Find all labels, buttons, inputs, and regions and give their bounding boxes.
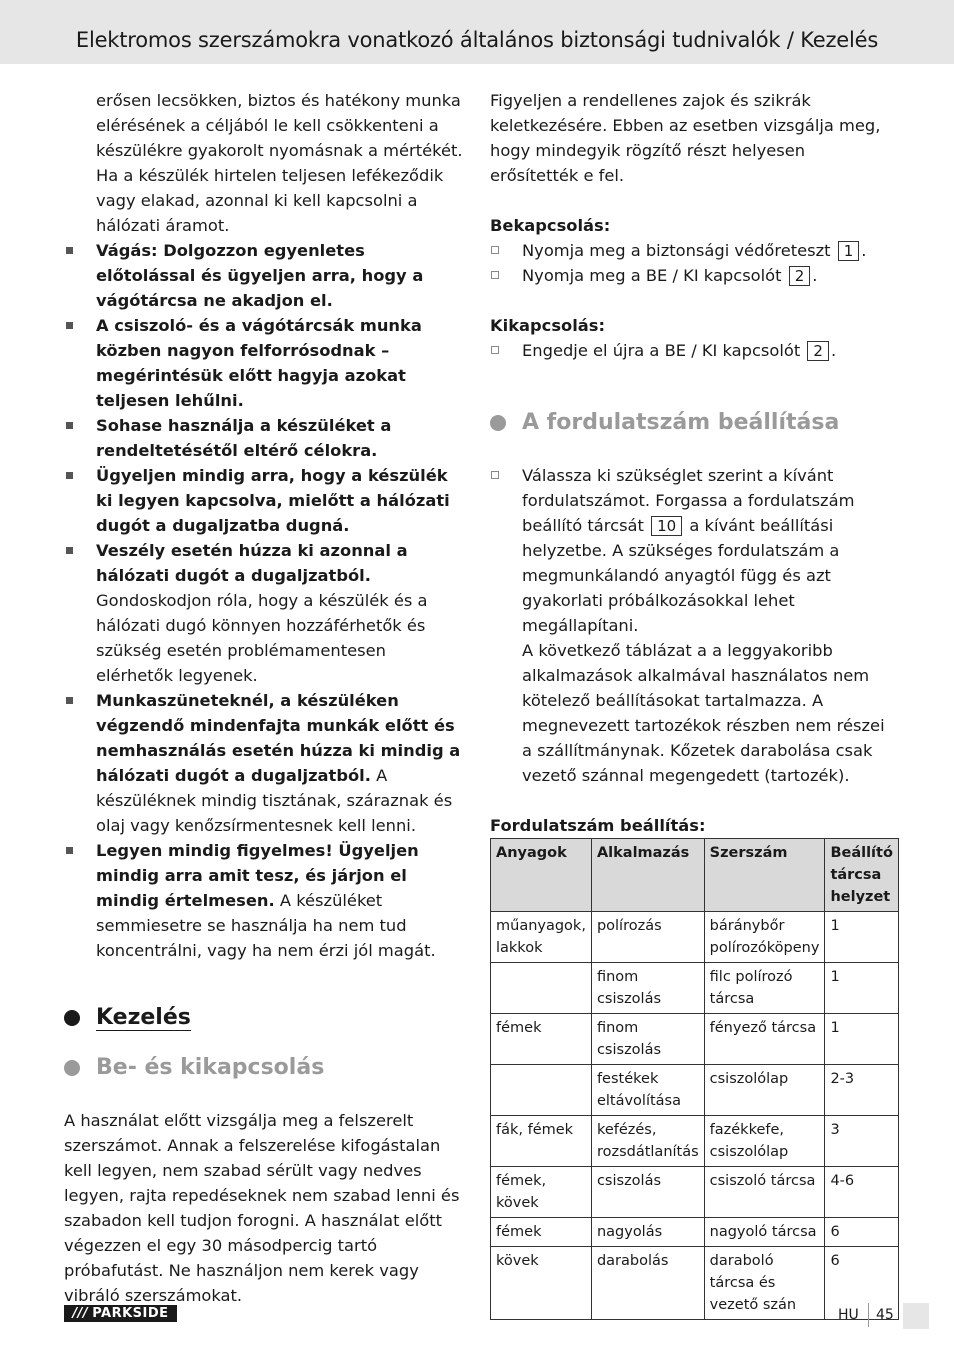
table-row [491,963,899,1014]
part-number-box: 2 [807,341,829,361]
table-cell: festékek eltávolítása [591,1065,704,1116]
table-cell [491,963,592,1014]
logo-slashes: /// [72,1306,89,1321]
table-cell: 6 [825,1247,898,1320]
square-bullet-icon [66,472,73,479]
bullet-circle-icon [64,1060,80,1076]
parkside-logo [64,1305,177,1322]
instruction-text: Nyomja meg a BE / KI kapcsolót [522,266,782,285]
instruction-text-table-intro: A következő táblázat a a leggyakoribb alkalmazások alkalmával használatos nem kötelező beállításokat tartalmazza. A megnevezett tartozékok részben nem részei a szállítmánynak. Kőzetek darabolása csak vezető szánnal megengedett (tartozék). [522,641,885,785]
table-cell: fák, fémek [491,1116,592,1167]
table-cell: daraboló tárcsa és vezető szán [704,1247,825,1320]
part-number-box: 10 [651,516,682,536]
table-cell: 4-6 [825,1167,898,1218]
safety-bullet-list [64,238,464,963]
table-cell: kefézés, rozsdátlanítás [591,1116,704,1167]
rpm-settings-table [490,838,899,1320]
square-bullet-icon [66,697,73,704]
page-title: Elektromos szerszámokra vonatkozó általános biztonsági tudnivalók / Kezelés [75,28,879,52]
table-cell: csiszolás [591,1167,704,1218]
header-cell: Szerszám [704,839,825,912]
table-cell: műanyagok, lakkok [491,912,592,963]
square-bullet-icon [66,422,73,429]
table-row [491,1014,899,1065]
section-heading-be-ki [64,1053,464,1083]
page-number: 45 [876,1307,894,1323]
bullet-item [64,688,464,838]
instruction-end: . [812,266,818,285]
section-heading-fordulatszam [490,408,890,438]
bekapcsolas-heading: Bekapcsolás: [490,216,611,235]
checkbox-square-icon [491,271,499,279]
square-bullet-icon [66,322,73,329]
table-cell: csiszolólap [704,1065,825,1116]
table-cell: nagyolás [591,1218,704,1247]
header-cell: Anyagok [491,839,592,912]
logo-text: PARKSIDE [92,1306,169,1321]
table-cell: 2-3 [825,1065,898,1116]
square-bullet-icon [66,547,73,554]
bullet-bold-text: Munkaszüneteknél, a készüléken végzendő mindenfajta munkák előtt és nemhasználás esetén húzza ki mindig a hálózati dugót a dugaljzatból. [96,691,461,785]
section-heading-text: Be- és kikapcsolás [96,1055,325,1080]
bullet-regular-text: A készüléket semmiesetre se használja ha nem tud koncentrálni, vagy ha nem érzi jól magát. [96,891,436,960]
section-heading-text: Kezelés [96,1005,191,1030]
instruction-text: Válassza ki szükséglet szerint a kívánt fordulatszámot. Forgassa a fordulatszám beállító tárcsát [522,466,855,535]
table-cell: báránybőr polírozóköpeny [704,912,825,963]
table-cell: fémek [491,1014,592,1065]
header-cell: Alkalmazás [591,839,704,912]
square-bullet-icon [66,247,73,254]
instruction-end: . [861,241,867,260]
footer-divider [868,1303,869,1327]
part-number-box: 2 [789,266,811,286]
instruction-item [490,338,890,363]
bullet-circle-icon [490,415,506,431]
table-cell: filc polírozó tárcsa [704,963,825,1014]
checkbox-square-icon [491,471,499,479]
bullet-regular-text: A készüléknek mindig tisztának, száraznak és olaj vagy kenőzsírmentesnek kell lenni. [96,766,453,835]
instruction-text: Nyomja meg a biztonsági védőreteszt [522,241,831,260]
section-heading-text: A fordulatszám beállítása [522,410,840,435]
table-title: Fordulatszám beállítás: [490,816,706,835]
bullet-bold-text: Vágás: Dolgozzon egyenletes előtolással és ügyeljen arra, hogy a vágótárcsa ne akadjon el. [96,241,424,310]
kikapcsolas-heading: Kikapcsolás: [490,316,605,335]
table-cell [491,1065,592,1116]
table-cell: fémek, kövek [491,1167,592,1218]
table-cell: csiszoló tárcsa [704,1167,825,1218]
instruction-text: Engedje el újra a BE / KI kapcsolót [522,341,801,360]
right-intro-text: Figyeljen a rendellenes zajok és szikrák keletkezésére. Ebben az esetben vizsgálja meg, hogy mindegyik rögzítő részt helyesen erősítették e fel. [490,91,881,185]
table-row [491,1167,899,1218]
part-number-box: 1 [838,241,860,261]
instruction-end: . [830,341,837,360]
table-cell: kövek [491,1247,592,1320]
table-cell: polírozás [591,912,704,963]
bullet-item [64,413,464,463]
footer-tab-box [903,1303,929,1329]
bullet-bold-text: Veszély esetén húzza ki azonnal a hálózati dugót a dugaljzatból. [96,541,408,585]
instruction-item [490,463,890,788]
left-column [64,88,464,1308]
table-cell: 1 [825,963,898,1014]
bullet-item [64,538,464,688]
table-cell: nagyoló tárcsa [704,1218,825,1247]
table-row [491,1116,899,1167]
table-cell: fémek [491,1218,592,1247]
bullet-bold-text: Legyen mindig figyelmes! Ügyeljen mindig arra amit tesz, és járjon el mindig értelmesen. [96,841,419,910]
bullet-item [64,238,464,313]
table-cell: finom csiszolás [591,963,704,1014]
table-row [491,912,899,963]
bullet-item [64,313,464,413]
square-bullet-icon [66,847,73,854]
header-cell: Beállító tárcsa helyzet [825,839,898,912]
bullet-bold-text: Sohase használja a készüléket a rendeltetésétől eltérő célokra. [96,416,392,460]
be-ki-text: A használat előtt vizsgálja meg a felszerelt szerszámot. Annak a felszerelése kifogástalan kell legyen, nem szabad sérült vagy nedves legyen, rajta repedéseknek nem szabad lenni és szabadon kell tudjon forogni. A használat előtt végezzen el egy 30 másodpercig tartó próbafutást. Ne használjon nem kerek vagy vibráló szerszámokat. [64,1111,460,1305]
checkbox-square-icon [491,246,499,254]
table-row [491,1065,899,1116]
right-column [490,88,893,1320]
table-cell: fényező tárcsa [704,1014,825,1065]
instruction-text: a kívánt beállítási helyzetbe. A szükséges fordulatszám a megmunkálandó anyagtól függ és azt gyakorlati próbálkozásokkal lehet megállapítani. [522,516,840,635]
bullet-circle-icon [64,1010,80,1026]
left-intro-text: erősen lecsökken, biztos és hatékony munka elérésének a céljából le kell csökkenteni a készülékre gyakorolt nyomásnak a mértékét. Ha a készülék hirtelen teljesen lefékeződik vagy elakad, azonnal ki kell kapcsolni a hálózati áramot. [96,91,463,235]
checkbox-square-icon [491,346,499,354]
table-header-row [491,839,899,912]
table-cell: 1 [825,912,898,963]
instruction-item [490,263,890,288]
table-cell: darabolás [591,1247,704,1320]
instruction-item [490,238,890,263]
language-code: HU [838,1307,859,1323]
bullet-item [64,838,464,963]
table-cell: finom csiszolás [591,1014,704,1065]
bullet-bold-text: Ügyeljen mindig arra, hogy a készülék ki legyen kapcsolva, mielőtt a hálózati dugót a dugaljzatba dugná. [96,466,450,535]
table-cell: 3 [825,1116,898,1167]
table-cell: 1 [825,1014,898,1065]
bullet-bold-text: A csiszoló- és a vágótárcsák munka közben nagyon felforrósodnak – megérintésük előtt hagyja azokat teljesen lehűlni. [96,316,422,410]
bullet-regular-text: Gondoskodjon róla, hogy a készülék és a hálózati dugó könnyen hozzáférhetők és szükség esetén problémamentesen elérhetők legyenek. [96,591,428,685]
section-heading-kezeles [64,1003,464,1033]
bullet-item [64,463,464,538]
table-row [491,1218,899,1247]
table-cell: fazékkefe, csiszolólap [704,1116,825,1167]
table-cell: 6 [825,1218,898,1247]
